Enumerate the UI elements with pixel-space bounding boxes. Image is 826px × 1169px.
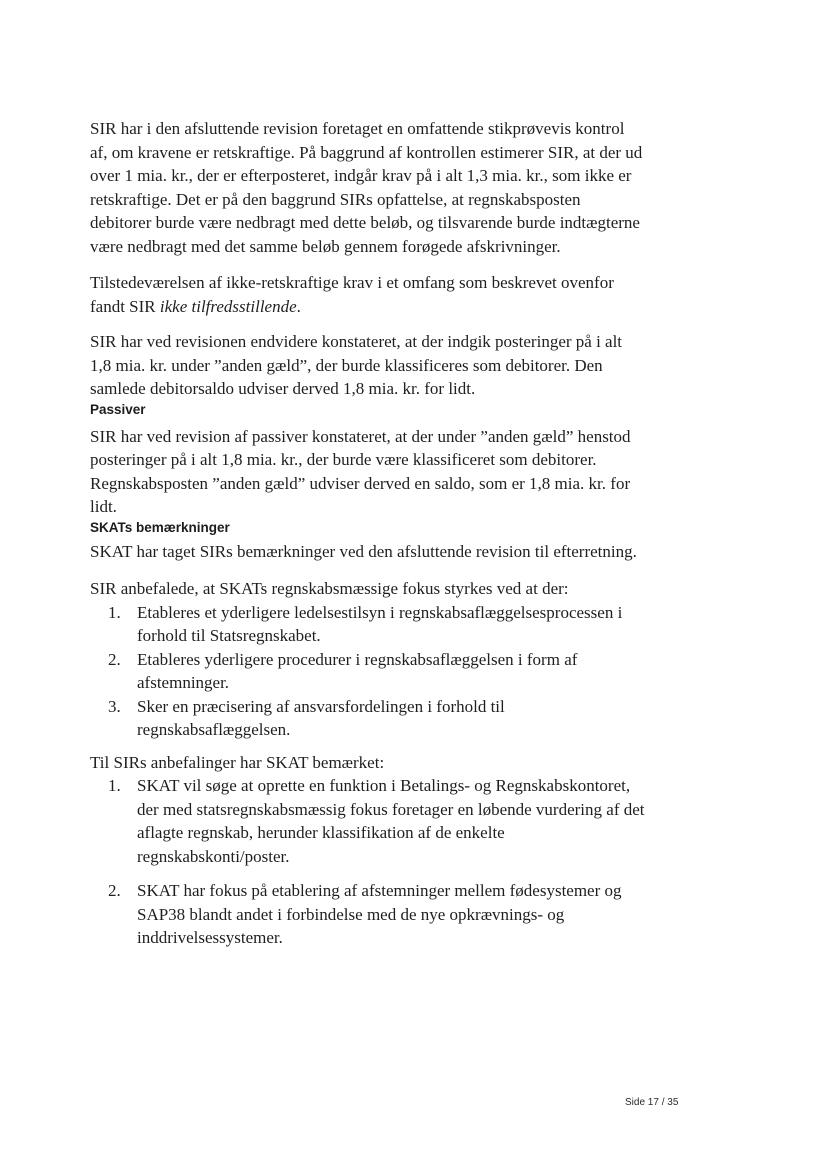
paragraph-til-sirs-anbefalinger: Til SIRs anbefalinger har SKAT bemærket: (90, 752, 385, 772)
paragraph-skat-efterretning: SKAT har taget SIRs bemærkninger ved den afsluttende revision til efterretning. (90, 541, 637, 561)
recommendations-list (90, 601, 646, 742)
paragraph-tilstedevaerelsen-prefix: Tilstedeværelsen af ikke-retskraftige krav i et omfang som beskrevet ovenfor fandt SIR (90, 273, 614, 316)
heading-passiver: Passiver (90, 401, 146, 417)
paragraph-revision-kontrol: SIR har i den afsluttende revision foretaget en omfattende stikprøvevis kontrol af, om kravene er retskraftige. På baggrund af kontrollen estimerer SIR, at der ud over 1 mia. kr., der er efterposteret, indgår krav på i alt 1,3 mia. kr., som ikke er retskraftige. Det er på den baggrund SIRs opfattelse, at regnskabsposten debitorer burde være nedbragt med dette beløb, og tilsvarende burde indtægterne være nedbragt med det samme beløb gennem forøgede afskrivninger. (90, 119, 643, 256)
paragraph-tilstedevaerelsen-italic: ikke tilfredsstillende (159, 296, 297, 316)
paragraph-posteringer: SIR har ved revisionen endvidere konstateret, at der indgik posteringer på i alt 1,8 mia. kr. under ”anden gæld”, der burde klassificeres som debitorer. Den samlede debitorsaldo udviser derved 1,8 mia. kr. for lidt. (90, 332, 623, 398)
paragraph-tilstedevaerelsen (90, 271, 646, 318)
skat-remarks-list (90, 774, 646, 950)
paragraph-passiver-body: SIR har ved revision af passiver konstateret, at der under ”anden gæld” henstod posteringer på i alt 1,8 mia. kr., der burde være klassificeret som debitorer. Regnskabsposten ”anden gæld” udviser derved en saldo, som er 1,8 mia. kr. for lidt. (90, 426, 631, 516)
list-item: Etableres et yderligere ledelsestilsyn i regnskabsaflæggelsesprocessen i forhold til Statsregnskabet. (137, 602, 623, 645)
list-item: Etableres yderligere procedurer i regnskabsaflæggelsen i form af afstemninger. (137, 649, 578, 692)
list-item: Sker en præcisering af ansvarsfordelingen i forhold til regnskabsaflæggelsen. (137, 696, 505, 739)
paragraph-sir-anbefalede: SIR anbefalede, at SKATs regnskabsmæssige fokus styrkes ved at der: (90, 579, 569, 598)
list-item: SKAT har fokus på etablering af afstemninger mellem fødesystemer og SAP38 blandt andet i forbindelse med de nye opkrævnings- og inddrivelsessystemer. (137, 881, 622, 947)
paragraph-tilstedevaerelsen-suffix: . (296, 296, 301, 316)
heading-skats-bemaerkninger: SKATs bemærkninger (90, 519, 230, 535)
page-number-label: Side 17 / 35 (625, 1097, 679, 1108)
document-body (90, 117, 646, 950)
list-item: SKAT vil søge at oprette en funktion i Betalings- og Regnskabskontoret, der med statsregnskabsmæssig fokus foretager en løbende vurdering af det aflagte regnskab, herunder klassifikation af de enkelte regnskabskonti/poster. (137, 776, 645, 866)
